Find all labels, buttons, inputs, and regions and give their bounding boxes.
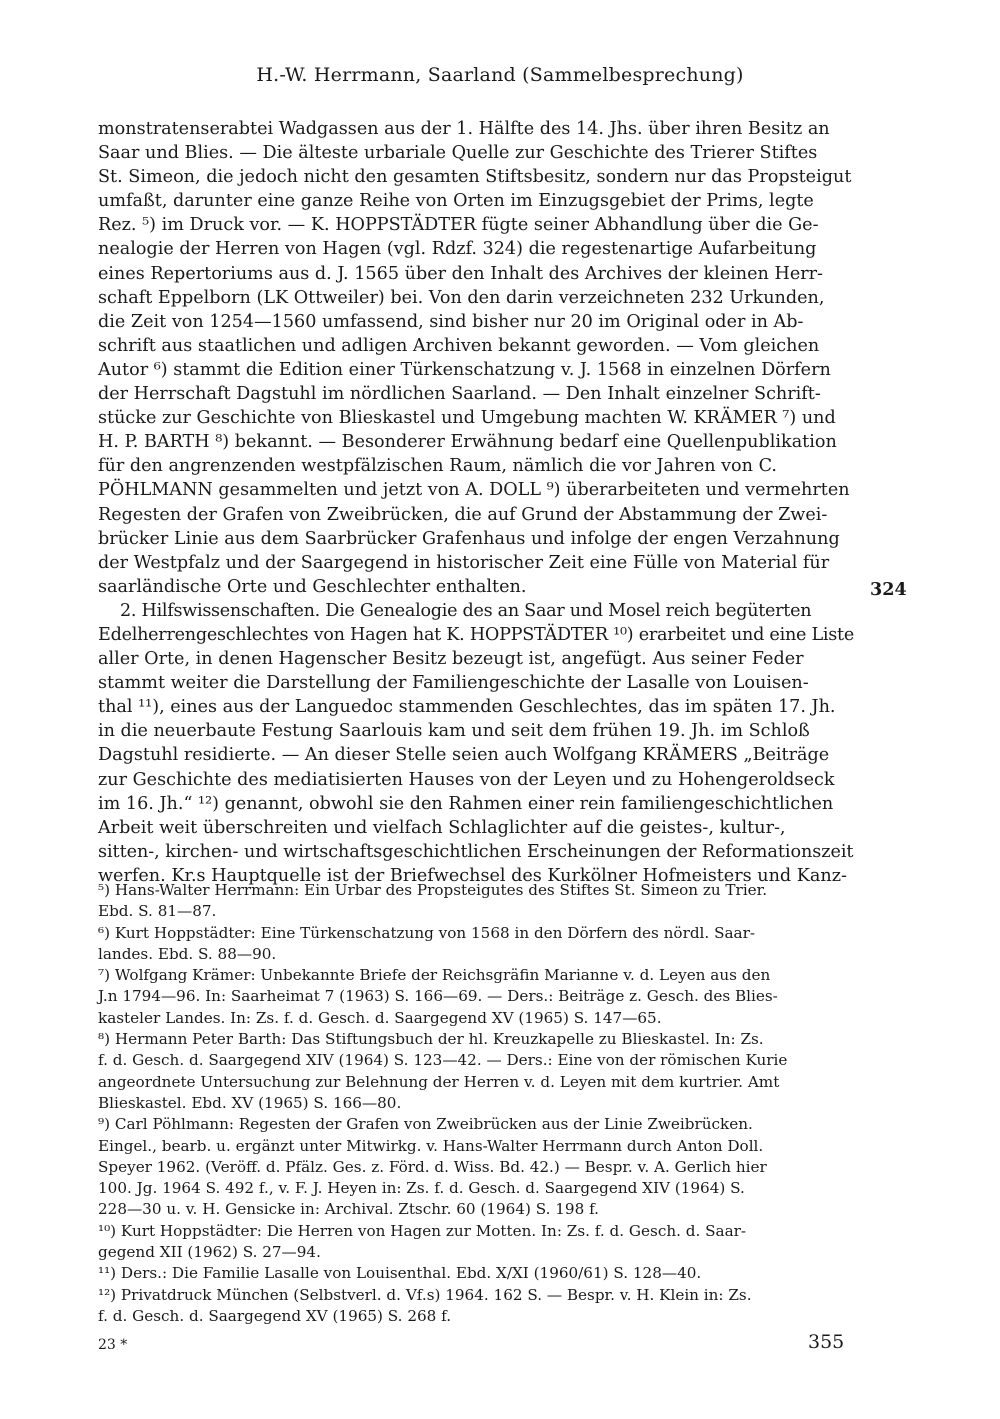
footnote-line: Ebd. S. 81—87.: [98, 902, 217, 921]
text-line: in die neuerbaute Festung Saarlouis kam und seit dem frühen 19. Jh. im Schloß: [98, 721, 810, 742]
text-line: Arbeit weit überschreiten und vielfach Schlaglichter auf die geistes-, kultur-,: [98, 817, 786, 838]
text-line: thal ¹¹), eines aus der Languedoc stammenden Geschlechtes, das im späten 17. Jh.: [98, 697, 836, 718]
footnote-line: ⁹) Carl Pöhlmann: Regesten der Grafen von Zweibrücken aus der Linie Zweibrücken.: [98, 1115, 753, 1134]
footnote-line: angeordnete Untersuchung zur Belehnung der Herren v. d. Leyen mit dem kurtrier. Amt: [98, 1072, 780, 1091]
text-line: Rez. ⁵) im Druck vor. — K. HOPPSTÄDTER fügte seiner Abhandlung über die Ge-: [98, 215, 819, 236]
text-line: Autor ⁶) stammt die Edition einer Türkenschatzung v. J. 1568 in einzelnen Dörfern: [98, 359, 831, 380]
footnote-line: f. d. Gesch. d. Saargegend XIV (1964) S. 123—42. — Ders.: Eine von der römischen Kurie: [98, 1051, 788, 1070]
text-line: eines Repertoriums aus d. J. 1565 über den Inhalt des Archives der kleinen Herr-: [98, 263, 823, 284]
margin-reference-marker: 324: [870, 579, 907, 600]
text-line: nealogie der Herren von Hagen (vgl. Rdzf. 324) die regestenartige Aufarbeitung: [98, 239, 817, 260]
footnote-line: ⁵) Hans-Walter Herrmann: Ein Urbar des Propsteigutes des Stiftes St. Simeon zu Trier.: [98, 881, 768, 899]
footnote-line: ¹⁰) Kurt Hoppstädter: Die Herren von Hagen zur Motten. In: Zs. f. d. Gesch. d. Saar-: [98, 1221, 747, 1240]
footnote-line: ¹¹) Ders.: Die Familie Lasalle von Louisenthal. Ebd. X/XI (1960/61) S. 128—40.: [98, 1264, 702, 1283]
text-line: für den angrenzenden westpfälzischen Raum, nämlich die vor Jahren von C.: [98, 456, 778, 477]
text-line: der Herrschaft Dagstuhl im nördlichen Saarland. — Den Inhalt einzelner Schrift-: [98, 384, 821, 405]
text-line: monstratenserabtei Wadgassen aus der 1. Hälfte des 14. Jhs. über ihren Besitz an: [98, 119, 830, 139]
text-line: stammt weiter die Darstellung der Familiengeschichte der Lasalle von Louisen-: [98, 673, 809, 694]
footnote-line: Eingel., bearb. u. ergänzt unter Mitwirkg. v. Hans-Walter Herrmann durch Anton Doll.: [98, 1136, 764, 1155]
text-line: Regesten der Grafen von Zweibrücken, die auf Grund der Abstammung der Zwei-: [98, 504, 828, 525]
text-line: sitten-, kirchen- und wirtschaftsgeschichtlichen Erscheinungen der Reformationszeit: [98, 841, 854, 862]
footnote-line: J.n 1794—96. In: Saarheimat 7 (1963) S. 166—69. — Ders.: Beiträge z. Gesch. des Blies-: [98, 987, 778, 1006]
main-text: [98, 117, 854, 888]
text-line: umfaßt, darunter eine ganze Reihe von Orten im Einzugsgebiet der Prims, legte: [98, 191, 814, 212]
text-line: der Westpfalz und der Saargegend in historischer Zeit eine Fülle von Material für: [98, 552, 830, 573]
footnote-line: ⁸) Hermann Peter Barth: Das Stiftungsbuch der hl. Kreuzkapelle zu Blieskastel. In: Zs.: [98, 1030, 764, 1049]
footnote-line: 100. Jg. 1964 S. 492 f., v. F. J. Heyen in: Zs. f. d. Gesch. d. Saargegend XIV (1964) S.: [98, 1179, 745, 1198]
footnote-line: 228—30 u. v. H. Gensicke in: Archival. Ztschr. 60 (1964) S. 198 f.: [98, 1200, 599, 1219]
text-line: zur Geschichte des mediatisierten Hauses von der Leyen und zu Hohengeroldseck: [98, 769, 835, 790]
footnote-line: f. d. Gesch. d. Saargegend XV (1965) S. 268 f.: [98, 1306, 452, 1325]
text-line: PÖHLMANN gesammelten und jetzt von A. DOLL ⁹) überarbeiteten und vermehrten: [98, 480, 850, 501]
footnote-line: landes. Ebd. S. 88—90.: [98, 944, 277, 963]
text-line: im 16. Jh.“ ¹²) genannt, obwohl sie den Rahmen einer rein familiengeschichtlichen: [98, 793, 834, 814]
text-line: saarländische Orte und Geschlechter enthalten.: [98, 576, 527, 597]
text-line: Dagstuhl residierte. — An dieser Stelle seien auch Wolfgang KRÄMERS „Beiträge: [98, 745, 830, 766]
text-line: werfen. Kr.s Hauptquelle ist der Briefwechsel des Kurkölner Hofmeisters und Kanz-: [98, 865, 847, 886]
printer-signature: 23 *: [98, 1337, 128, 1353]
text-line: die Zeit von 1254—1560 umfassend, sind bisher nur 20 im Original oder in Ab-: [98, 311, 804, 332]
footnote-line: ¹²) Privatdruck München (Selbstverl. d. Vf.s) 1964. 162 S. — Bespr. v. H. Klein in: Zs.: [98, 1285, 752, 1304]
footnote-line: kasteler Landes. In: Zs. f. d. Gesch. d. Saargegend XV (1965) S. 147—65.: [98, 1008, 662, 1027]
text-line: stücke zur Geschichte von Blieskastel und Umgebung machten W. KRÄMER ⁷) und: [98, 408, 836, 429]
text-line: Edelherrengeschlechtes von Hagen hat K. HOPPSTÄDTER ¹⁰) erarbeitet und eine Liste: [98, 624, 855, 645]
footnote-line: gegend XII (1962) S. 27—94.: [98, 1243, 321, 1262]
text-line: brücker Linie aus dem Saarbrücker Grafenhaus und infolge der engen Verzahnung: [98, 528, 840, 549]
section-heading-line: 2. Hilfswissenschaften. Die Genealogie des an Saar und Mosel reich begüterten: [120, 600, 812, 621]
text-line: Saar und Blies. — Die älteste urbariale Quelle zur Geschichte des Trierer Stiftes: [98, 143, 818, 164]
text-line: St. Simeon, die jedoch nicht den gesamten Stiftsbesitz, sondern nur das Propsteigut: [98, 167, 852, 188]
footnote-line: ⁶) Kurt Hoppstädter: Eine Türkenschatzung von 1568 in den Dörfern des nördl. Saar-: [98, 923, 755, 942]
footnote-line: Blieskastel. Ebd. XV (1965) S. 166—80.: [98, 1093, 402, 1112]
text-line: schrift aus staatlichen und adligen Archiven bekannt geworden. — Vom gleichen: [98, 335, 820, 356]
page-number: 355: [808, 1331, 845, 1353]
footnote-line: ⁷) Wolfgang Krämer: Unbekannte Briefe der Reichsgräfin Marianne v. d. Leyen aus den: [98, 966, 771, 985]
footnotes: [98, 880, 854, 1327]
text-line: aller Orte, in denen Hagenscher Besitz bezeugt ist, angefügt. Aus seiner Feder: [98, 649, 804, 670]
footnote-line: Speyer 1962. (Veröff. d. Pfälz. Ges. z. Förd. d. Wiss. Bd. 42.) — Bespr. v. A. Gerlich hier: [98, 1157, 767, 1176]
text-line: schaft Eppelborn (LK Ottweiler) bei. Von den darin verzeichneten 232 Urkunden,: [98, 287, 825, 308]
text-line: H. P. BARTH ⁸) bekannt. — Besonderer Erwähnung bedarf eine Quellenpublikation: [98, 432, 837, 453]
running-header: H.-W. Herrmann, Saarland (Sammelbesprechung): [256, 64, 744, 86]
